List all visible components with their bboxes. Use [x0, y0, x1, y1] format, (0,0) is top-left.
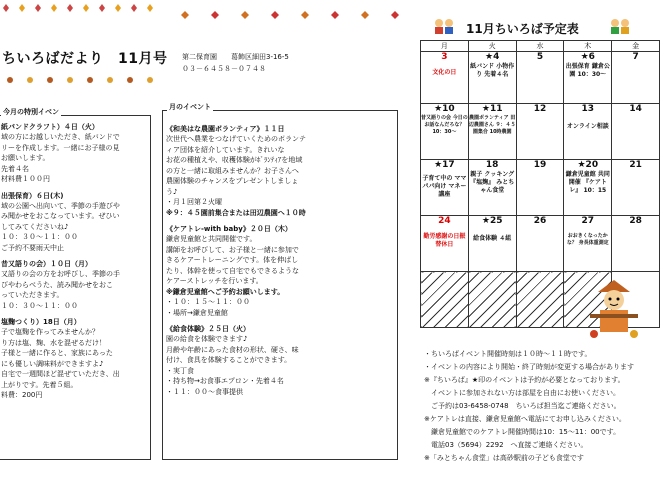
special-events-heading: 今月の特別イベン	[3, 108, 59, 116]
day-cell: ★25 給食体験 ４組	[468, 216, 516, 272]
weekday-thu: 木	[564, 41, 612, 52]
day-cell: 5	[516, 52, 564, 104]
monthly-event-item: 《給食体験》２５日（火） 園の給食を体験できます♪ 月齢や年齢にあった食材の形状、硬さ、味 付け、食具を体験することができます。 ・実丁食 ・持ち物→お食事エプロン・先着４名 ・１１：００～食事提供	[166, 325, 299, 396]
weekday-row	[421, 41, 660, 52]
scarecrow-icon	[588, 278, 640, 340]
weekday-mon: 月	[421, 41, 469, 52]
empty-cell	[421, 272, 469, 328]
week-row	[421, 216, 660, 272]
note-line: イベントに参加されない方は部屋を自由にお使いください。	[424, 389, 620, 397]
special-event-item: 昔又語りの会）１０日（月） 又語りの会の方をお呼びし、季節の手 びやわらべうた、読み聞かせをおこ っていただきます。 １０：３０～１１：００	[1, 260, 120, 310]
special-events-box	[0, 108, 151, 460]
week-row	[421, 52, 660, 104]
note-line: ※「みとちゃん食堂」は高砂駅前の子ども食堂です	[424, 454, 584, 462]
org-phone: ０３－６４５８－０７４８	[182, 65, 266, 73]
day-cell: ★4 紙バンド 小物作り 先着４名	[468, 52, 516, 104]
day-cell: ★6 出張保育 鎌倉公園 10：30～	[564, 52, 612, 104]
monthly-events-box	[162, 103, 398, 460]
day-cell: 28	[612, 216, 660, 272]
monthly-events-heading: 月のイベント	[169, 103, 211, 111]
day-cell: ★11 農園ボランティア 田辺農園さん ９：４５園集合 10時農園	[468, 104, 516, 160]
day-cell: 19	[516, 160, 564, 216]
children-icon	[432, 18, 456, 34]
org-address: 第二保育園 葛飾区細田3-16-5	[182, 53, 289, 61]
acorn-icon-row	[0, 75, 160, 85]
weekday-wed: 水	[516, 41, 564, 52]
monthly-event-item: 《ケアトレ-with baby》２０日（木） 鎌倉児童館と共同開催です。 講師をお呼びして、お子様と一緒に参加で きるケアートレーニングです。体を伸ばし たり、体幹を使って自宅でもできるような ケアーストレッチを行います。 ※鎌倉児童館へご予約お願いします。 ・１０：１５～１１：００ ・場所→鎌倉児童館	[166, 225, 299, 317]
scarecrow-illustration	[588, 278, 640, 340]
day-cell: ★10 昔又語りの会 今日のお話なんだろな？ 10：30～	[421, 104, 469, 160]
monthly-event-item: 《和美はな農園ボランティア》１１日 次世代へ農業をつなげていくためのボランテ ィア団体を紹介しています。きれいな お花の種植えや、収穫体験がﾎﾞﾗﾝﾃｨｱを地域 の方と一緒に取組みませんか？お子さんへ 農園体験のチャンスをプレゼントしましょ う♪ ・月１回第２火曜 ※９：４５園前集合または田辺農園へ１０時	[166, 125, 306, 217]
special-event-item: 紙パンドクラフト）４日（火） 域の方にお越しいただき、紙バンドで リーを作成します。一緒にお子様の見 お願いします。 先着４名 材料費１００円	[1, 123, 120, 183]
note-line: ・イベントの内容により開始・終了時刻が変更する場合があります	[424, 363, 634, 371]
day-cell: ★20 鎌倉児童館 共同開催 『ケアトレ』 10：15	[564, 160, 612, 216]
special-event-item: 出張保育）６日(木) 域の公園へ出向いて、季節の手遊びや み聞かせをおこなっています。ぜひい してみてくださいね♪ １０：３０～１１：００ ご予約不要雨天中止	[1, 191, 120, 252]
calendar-title-icon	[432, 18, 456, 34]
notes-box	[424, 348, 640, 460]
maple-leaf-icon-row	[0, 1, 160, 15]
leaf-border-top	[0, 0, 160, 14]
empty-cell	[468, 272, 516, 328]
leaf-icon-row	[175, 10, 405, 20]
calendar-title: 11月ちいろば予定表	[466, 22, 579, 36]
note-line: ※『ちいろば』★印のイベントは予約が必要となっております。	[424, 376, 625, 384]
day-cell: 24 勤労感謝の日振替休日	[421, 216, 469, 272]
day-cell: 13 オンライン相談	[564, 104, 612, 160]
note-line: ・ちいろばイベント開催時刻は１０時～１１時です。	[424, 350, 592, 358]
day-cell: ★17 子育て中の ママパパ向け マネー講座	[421, 160, 469, 216]
week-row	[421, 160, 660, 216]
newsletter-title: ちいろばだより 11月号	[2, 51, 168, 67]
leaf-border-mid	[175, 5, 405, 15]
note-line: 電話03（5694）2292 へ直接ご連絡ください。	[424, 441, 588, 449]
day-cell: 18 親子 クッキング『塩麹』 みとちゃん食堂	[468, 160, 516, 216]
day-cell: 7	[612, 52, 660, 104]
calendar-title-icon-2	[608, 18, 632, 34]
weekday-tue: 火	[468, 41, 516, 52]
day-cell: 3 文化の日	[421, 52, 469, 104]
note-line: ※ケアトレは直接、鎌倉児童館へ電話にてお申し込みください。	[424, 415, 626, 423]
note-line: 鎌倉児童館でのケアトレ開催時間は10：15～11：00です。	[424, 428, 621, 436]
day-cell: 27 おおきくなったかな？ 身長体重測定	[564, 216, 612, 272]
day-cell: 12	[516, 104, 564, 160]
special-event-item: 塩麴つくり）18日（月） 子で塩麴を作ってみませんか？ り方は塩、麹、水を混ぜるだけ！ 子様と一緒に作ると、家族にあった にも優しい調味料ができますよ♪ 自宅で一週間ほど混ぜていただき、出 上がりです。先着５組。 料費：200円	[1, 318, 120, 399]
empty-cell	[516, 272, 564, 328]
leaf-border-bottom	[0, 70, 160, 80]
weekday-fri: 金	[612, 41, 660, 52]
week-row	[421, 104, 660, 160]
day-cell: 26	[516, 216, 564, 272]
day-cell: 21	[612, 160, 660, 216]
day-cell: 14	[612, 104, 660, 160]
note-line: ご予約は03-6458-0748 ちいろば担当迄ご連絡ください。	[424, 402, 621, 410]
children-icon	[608, 18, 632, 34]
